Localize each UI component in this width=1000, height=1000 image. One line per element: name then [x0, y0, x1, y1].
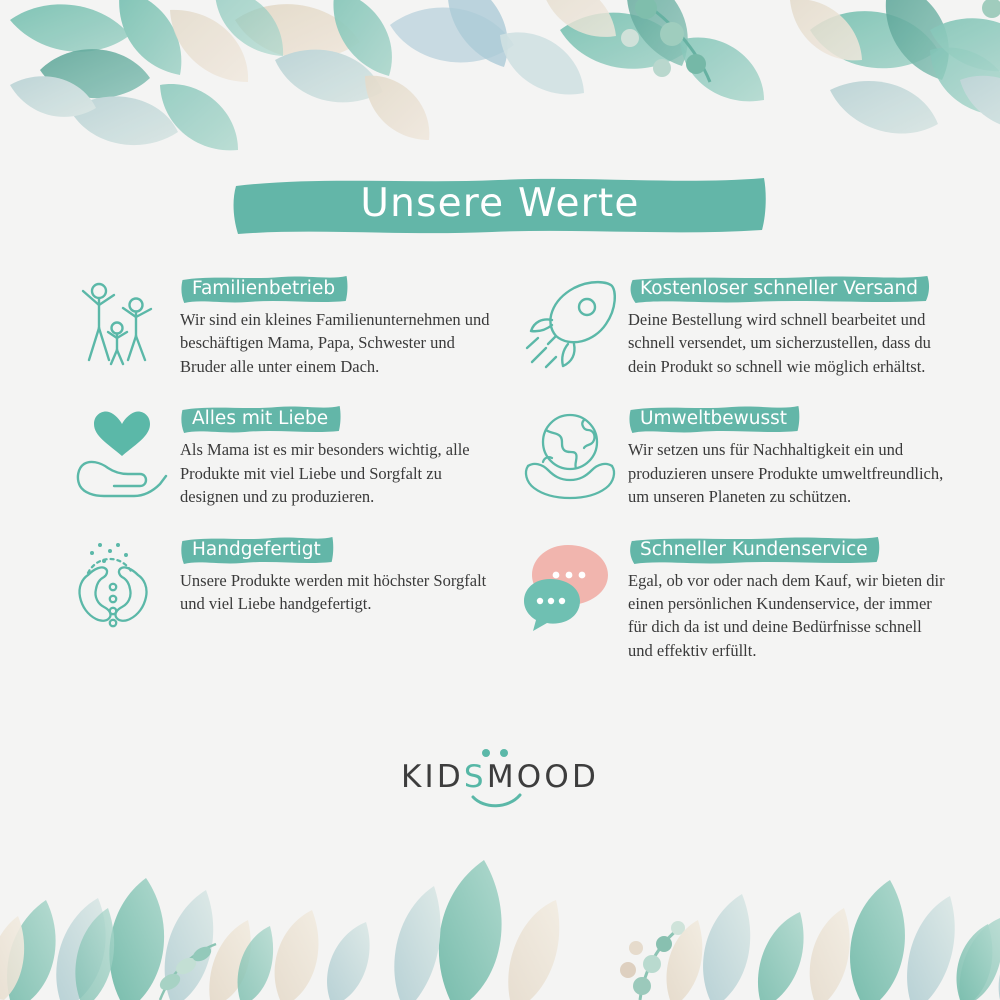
value-body	[180, 533, 504, 616]
value-description: Unsere Produkte werden mit höchster Sorgfalt und viel Liebe handgefertigt.	[180, 570, 487, 613]
value-item-versand	[520, 272, 952, 378]
value-heading-banner	[628, 535, 882, 565]
value-heading-banner	[180, 404, 342, 434]
value-body	[180, 272, 504, 378]
top-foliage-decoration	[0, 0, 1000, 190]
values-grid	[72, 272, 952, 662]
value-heading-banner	[180, 274, 349, 304]
rocket-icon	[520, 272, 620, 372]
value-heading: Familienbetrieb	[192, 278, 336, 299]
value-heading: Alles mit Liebe	[192, 408, 329, 430]
value-heading-banner	[628, 404, 801, 434]
value-item-kundenservice	[520, 533, 952, 663]
brand-logo	[0, 745, 1000, 815]
value-heading-banner	[180, 535, 335, 565]
value-description: Deine Bestellung wird schnell bearbeitet und schnell versendet, um sicherzustellen, dass du dein Produkt so schnell wie möglich erhältst.	[628, 310, 931, 376]
handmade-hands-icon	[72, 533, 172, 633]
value-item-familienbetrieb	[72, 272, 504, 378]
page-title: Unsere Werte	[360, 181, 640, 226]
logo-text-part1: KID	[400, 759, 464, 795]
page-title-banner	[230, 172, 770, 238]
value-item-handgefertigt	[72, 533, 504, 663]
bottom-foliage-decoration	[0, 790, 1000, 1000]
value-body	[628, 533, 952, 663]
value-heading-banner	[628, 274, 932, 304]
heart-in-hand-icon	[72, 402, 172, 502]
value-description: Wir setzen uns für Nachhaltigkeit ein und produzieren unsere Produkte umweltfreundlich, um unseren Planeten zu schützen.	[628, 440, 944, 507]
value-body	[628, 272, 952, 378]
logo-wordmark	[370, 759, 630, 795]
logo-text-accent: S	[463, 759, 487, 795]
value-body	[180, 402, 504, 508]
value-description: Als Mama ist es mir besonders wichtig, alle Produkte mit viel Liebe und Sorgfalt zu designen und zu produzieren.	[180, 440, 470, 507]
value-description: Wir sind ein kleines Familienunternehmen und beschäftigen Mama, Papa, Schwester und Bruder alle unter einem Dach.	[180, 310, 490, 376]
value-heading: Kostenloser schneller Versand	[640, 278, 918, 299]
globe-in-hands-icon	[520, 402, 620, 502]
family-icon	[72, 272, 172, 372]
value-body	[628, 402, 952, 508]
value-heading: Umweltbewusst	[640, 408, 787, 430]
value-item-umweltbewusst	[520, 402, 952, 508]
value-item-alles-mit-liebe	[72, 402, 504, 508]
logo-text-part2: MOOD	[486, 759, 600, 795]
value-heading: Handgefertigt	[192, 538, 321, 560]
value-description: Egal, ob vor oder nach dem Kauf, wir bieten dir einen persönlichen Kundenservice, der immer für dich da ist und deine Bedürfnisse schnell und effektiv erfüllt.	[628, 570, 945, 660]
chat-bubbles-icon	[520, 533, 620, 633]
page-title-container	[0, 172, 1000, 238]
value-heading: Schneller Kundenservice	[640, 538, 868, 560]
